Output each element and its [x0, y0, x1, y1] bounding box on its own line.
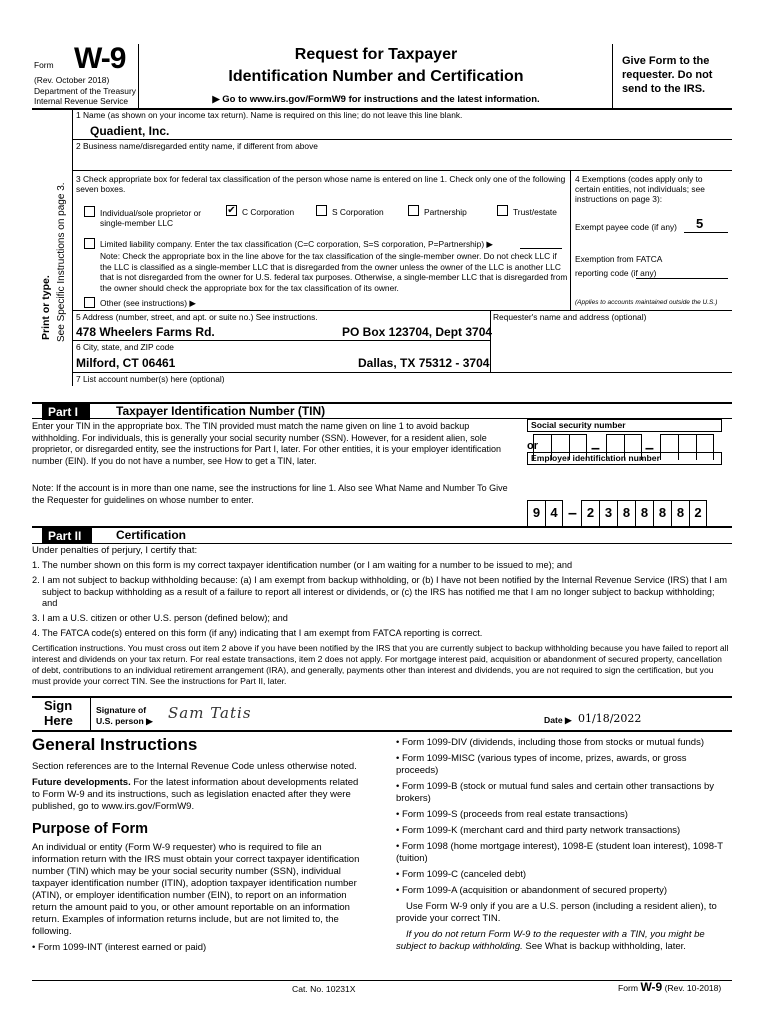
cat-number: Cat. No. 10231X [292, 984, 356, 994]
part1-body: Enter your TIN in the appropriate box. The TIN provided must match the name given on line 1 to avoid backup withholding. For individuals, this is generally your social security number (SSN). However, for a resident alien, sole proprietor, or disregarded entity, see the instructions for Part I, later. For other entities, it is your employer identification number (EIN). If you do not have a number, see How to get a TIN, later. [32, 421, 502, 466]
individual-label: Individual/sole proprietor or single-member LLC [100, 208, 202, 228]
requester-label: Requester's name and address (optional) [493, 312, 647, 322]
treasury-dept: Department of the Treasury [34, 86, 136, 96]
signature-of: Signature of [96, 705, 147, 715]
bullet-item: • Form 1099-A (acquisition or abandonment of secured property) [396, 885, 668, 896]
line1-name-field[interactable]: Quadient, Inc. [90, 124, 170, 138]
other-checkbox[interactable] [84, 297, 95, 308]
bullet-1099-int: • Form 1099-INT (interest earned or paid) [32, 942, 207, 953]
fatca-label: Exemption from FATCA reporting code (if any) [575, 254, 662, 278]
cert-items [32, 560, 730, 643]
form-name: W-9 [74, 42, 126, 75]
footer-form [618, 980, 721, 994]
cert-instructions: Certification instructions. You must cross out item 2 above if you have been notified by the IRS that you are currently subject to backup withholding because you have failed to report all interest and dividends on your tax return. For real estate transactions, item 2 does not apply. For mortgage interest paid, acquisition or abandonment of secured property, cancellation of debt, contributions to an individual retirement arrangement (IRA), and generally, payments other than interest and dividends, you are not required to sign the certification, but you must provide your correct TIN. See the instructions for Part II, later. [32, 643, 729, 686]
purpose-text: An individual or entity (Form W-9 requester) who is required to file an information return with the IRS must obtain your correct taxpayer identification number (TIN) which may be your social security number (SSN), individual taxpayer identification number (ITIN), adoption taxpayer identification number (ATIN), or employer identification number (EIN), to report on an information return the amount paid to you, or other amount reportable on an information return. Examples of information returns include, but are not limited to, the following. [32, 842, 360, 937]
ssn-dash-1: – [591, 440, 600, 457]
trust-estate-checkbox[interactable] [497, 205, 508, 216]
ein-label: Employer identification number [527, 452, 722, 465]
sign-here [44, 698, 73, 728]
partnership-label: Partnership [424, 207, 467, 217]
bullet-item: • Form 1099-S (proceeds from real estate transactions) [396, 809, 628, 820]
ein-digit: 9 [527, 500, 545, 526]
general-instructions-title: General Instructions [32, 735, 198, 754]
cert-item: 2. I am not subject to backup withholding because: (a) I am exempt from backup withholding, or (b) I have not been notified by the Internal Revenue Service (IRS) that I am subject to backup withholding as a result of a failure to report all interest or dividends, or (c) the IRS has notified me that I am no longer subject to backup withholding; and [32, 574, 728, 609]
purpose-title: Purpose of Form [32, 821, 149, 837]
llc-note-text: Note: Check the appropriate box in the line above for the tax classification of the single-member owner. Do not check LLC if the LLC is classified as a single-member LLC that is disregarded from the owner unless the owner of the LLC is another LLC that is not disregarded from the owner for U.S. federal tax purposes. Otherwise, a single-member LLC that is disregarded from the owner should check the appropriate box for the tax classification of its owner. [100, 251, 568, 293]
cert-intro: Under penalties of perjury, I certify that: [32, 545, 198, 556]
title-line-2: Identification Number and Certification [228, 68, 524, 85]
ein-field[interactable] [527, 466, 727, 522]
ein-digit: 8 [617, 500, 635, 526]
us-person: U.S. person ▶ [96, 716, 153, 726]
llc-checkbox[interactable] [84, 238, 95, 249]
part1-title: Taxpayer Identification Number (TIN) [116, 404, 326, 418]
goto-instructions: ▶ Go to www.irs.gov/FormW9 for instructions and the latest information. [212, 94, 540, 105]
line5-label: 5 Address (number, street, and apt. or suite no.) See instructions. [76, 312, 318, 322]
backup-withholding-text [396, 929, 730, 953]
account-numbers-field[interactable] [76, 385, 726, 401]
general-instructions-right [396, 737, 730, 953]
bullet-item: • Form 1099-MISC (various types of income, prizes, awards, or gross proceeds) [396, 753, 687, 776]
llc-label: Limited liability company. Enter the tax classification (C=C corporation, S=S corporation, P=Partnership) ▶ [100, 239, 493, 249]
bullet-item: • Form 1099-C (canceled debt) [396, 869, 527, 880]
side-instructions [40, 275, 52, 340]
c-corporation-label: C Corporation [242, 207, 295, 217]
ein-digit: 8 [653, 500, 671, 526]
line1-label: 1 Name (as shown on your income tax return). Name is required on this line; do not leave this line blank. [76, 110, 463, 120]
bullet-item: • Form 1099-K (merchant card and third party network transactions) [396, 825, 681, 836]
partnership-checkbox[interactable] [408, 205, 419, 216]
trust-estate-label: Trust/estate [513, 207, 557, 217]
individual-checkbox[interactable] [84, 206, 95, 217]
section-references: Section references are to the Internal Revenue Code unless otherwise noted. [32, 761, 357, 772]
fatca-code-field[interactable] [636, 278, 728, 279]
s-corporation-label: S Corporation [332, 207, 384, 217]
future-developments [32, 777, 368, 813]
form-title [140, 44, 612, 88]
date-label: Date ▶ [544, 715, 572, 725]
fd-text: For the latest information about developments related to Form W-9 and its instructions, such as legislation enacted after they were published, go to www.irs.gov/FormW9. [32, 777, 359, 812]
part2-title: Certification [116, 528, 187, 542]
ein-digit: 4 [545, 500, 563, 526]
ein-digit: 2 [689, 500, 707, 526]
line7-label: 7 List account number(s) here (optional) [76, 374, 225, 384]
if-not-italic: If you do not return Form W-9 to the requester with a TIN, you might be subject to backup withholding. [396, 929, 705, 952]
part1-label: Part I [42, 404, 90, 420]
irs-name: Internal Revenue Service [34, 96, 129, 106]
footer-form-name: W-9 [640, 980, 663, 994]
form-revision: (Rev. October 2018) [34, 75, 110, 85]
exempt-payee-field[interactable]: 5 [696, 216, 704, 231]
line6-label: 6 City, state, and ZIP code [76, 342, 174, 352]
signature-field[interactable]: Sam Tatis [168, 704, 252, 722]
line4-label: 4 Exemptions (codes apply only to certain entities, not individuals; see instructions on page 3): [575, 174, 705, 204]
title-line-1: Request for Taxpayer [294, 46, 458, 63]
side-see [56, 182, 67, 342]
cert-item: 3. I am a U.S. citizen or other U.S. person (defined below); and [32, 613, 288, 624]
ein-dash: – [568, 505, 577, 522]
ssn-dash-2: – [645, 440, 654, 457]
print-or-type: Print or type. [40, 275, 52, 340]
part2-label: Part II [42, 528, 92, 544]
use-w9-text: Use Form W-9 only if you are a U.S. person (including a resident alien), to provide your correct TIN. [396, 901, 717, 924]
cert-item: 1. The number shown on this form is my correct taxpayer identification number (or I am waiting for a number to be issued to me); and [32, 560, 573, 570]
see-specific: See Specific Instructions on page 3. [56, 182, 67, 342]
part1-note: Note: If the account is in more than one name, see the instructions for line 1. Also see What Name and Number To Give the Requester for guidelines on whose number to enter. [32, 483, 508, 505]
ssn-label: Social security number [527, 419, 722, 432]
other-label: Other (see instructions) ▶ [100, 298, 196, 308]
address-field[interactable]: 478 Wheelers Farms Rd. [76, 325, 215, 339]
exempt-payee-label: Exempt payee code (if any) [575, 222, 677, 232]
bullet-item: • Form 1099-DIV (dividends, including those from stocks or mutual funds) [396, 737, 704, 748]
form-prefix: Form [34, 60, 54, 70]
fd-bold: Future developments. [32, 777, 131, 788]
city-state-zip-field-2: Dallas, TX 75312 - 3704 [358, 356, 490, 370]
general-instructions-left [32, 735, 368, 958]
signature-label [96, 705, 153, 727]
footer-form-prefix: Form [618, 983, 639, 993]
bullet-item: • Form 1098 (home mortgage interest), 1098-E (student loan interest), 1098-T (tuition) [396, 841, 723, 864]
sign-label: Sign [44, 698, 73, 713]
line2-label: 2 Business name/disregarded entity name, if different from above [76, 141, 318, 151]
llc-note [100, 251, 568, 293]
address-field-2: PO Box 123704, Dept 3704 [342, 325, 493, 339]
fatca-note: (Applies to accounts maintained outside the U.S.) [575, 299, 718, 306]
footer-rev: (Rev. 10-2018) [664, 983, 722, 993]
or-label: or [527, 440, 538, 452]
llc-classification-field[interactable] [520, 248, 562, 249]
bullet-item: • Form 1099-B (stock or mutual fund sales and certain other transactions by brokers) [396, 781, 715, 804]
give-form-note: Give Form to the requester. Do not send to the IRS. [622, 55, 713, 95]
ein-digit: 8 [671, 500, 689, 526]
ein-digit: 2 [581, 500, 599, 526]
cert-item: 4. The FATCA code(s) entered on this form (if any) indicating that I am exempt from FATCA reporting is correct. [32, 627, 483, 638]
see-text: See What is backup withholding, later. [522, 941, 686, 952]
city-state-zip-field[interactable]: Milford, CT 06461 [76, 356, 176, 370]
here-label: Here [44, 713, 73, 728]
ein-digit: 3 [599, 500, 617, 526]
line2-business-field[interactable] [76, 152, 726, 170]
date-field[interactable]: 01/18/2022 [578, 712, 642, 725]
c-corporation-checkbox[interactable]: ✔ [227, 205, 236, 216]
s-corporation-checkbox[interactable] [316, 205, 327, 216]
line3-label: 3 Check appropriate box for federal tax classification of the person whose name is entered on line 1. Check only one of the following seven boxes. [76, 174, 566, 194]
ein-digit: 8 [635, 500, 653, 526]
